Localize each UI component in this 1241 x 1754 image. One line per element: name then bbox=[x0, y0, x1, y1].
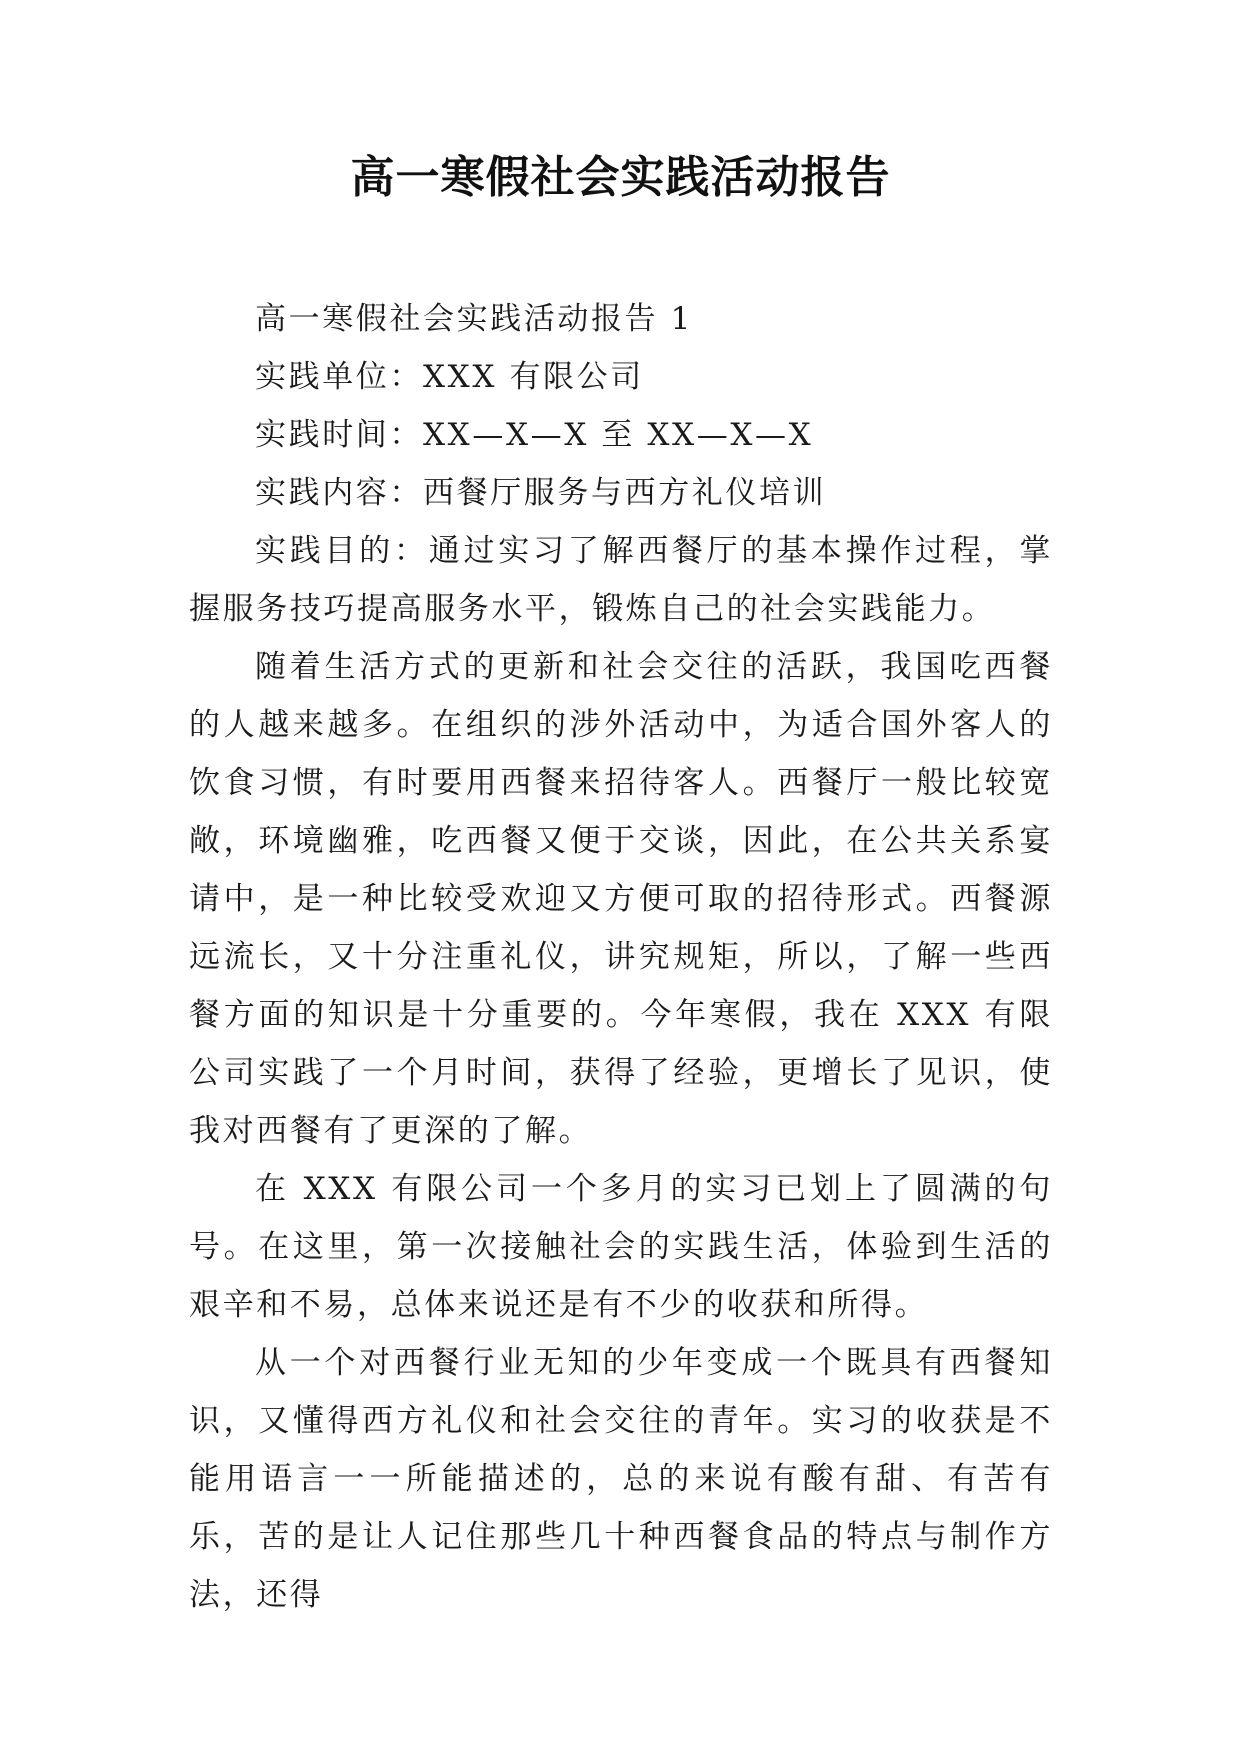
practice-content: 实践内容：西餐厅服务与西方礼仪培训 bbox=[255, 475, 827, 511]
report-subtitle: 高一寒假社会实践活动报告 1 bbox=[255, 301, 693, 337]
body-paragraph: 随着生活方式的更新和社会交往的活跃，我国吃西餐的人越来越多。在组织的涉外活动中，为适合国外客人的饮食习惯，有时要用西餐来招待客人。西餐厅一般比较宽敞，环境幽雅，吃西餐又便于交谈，因此，在公共关系宴请中，是一种比较受欢迎又方便可取的招待形式。西餐源远流长，又十分注重礼仪，讲究规矩，所以，了解一些西餐方面的知识是十分重要的。今年寒假，我在 XXX 有限公司实践了一个月时间，获得了经验，更增长了见识，使我对西餐有了更深的了解。 bbox=[189, 649, 1053, 1149]
document-title: 高一寒假社会实践活动报告 bbox=[350, 152, 891, 203]
practice-purpose: 实践目的：通过实习了解西餐厅的基本操作过程，掌握服务技巧提高服务水平，锻炼自己的社会实践能力。 bbox=[189, 533, 1053, 627]
body-paragraph: 在 XXX 有限公司一个多月的实习已划上了圆满的句号。在这里，第一次接触社会的实践生活，体验到生活的艰辛和不易，总体来说还是有不少的收获和所得。 bbox=[189, 1171, 1053, 1323]
practice-unit: 实践单位：XXX 有限公司 bbox=[255, 359, 644, 395]
body-paragraph: 从一个对西餐行业无知的少年变成一个既具有西餐知识，又懂得西方礼仪和社会交往的青年。实习的收获是不能用语言一一所能描述的，总的来说有酸有甜、有苦有乐，苦的是让人记住那些几十种西餐食品的特点与制作方法，还得 bbox=[189, 1345, 1053, 1613]
document-body bbox=[189, 290, 1053, 1624]
practice-time: 实践时间：XX—X—X 至 XX—X—X bbox=[255, 417, 814, 453]
